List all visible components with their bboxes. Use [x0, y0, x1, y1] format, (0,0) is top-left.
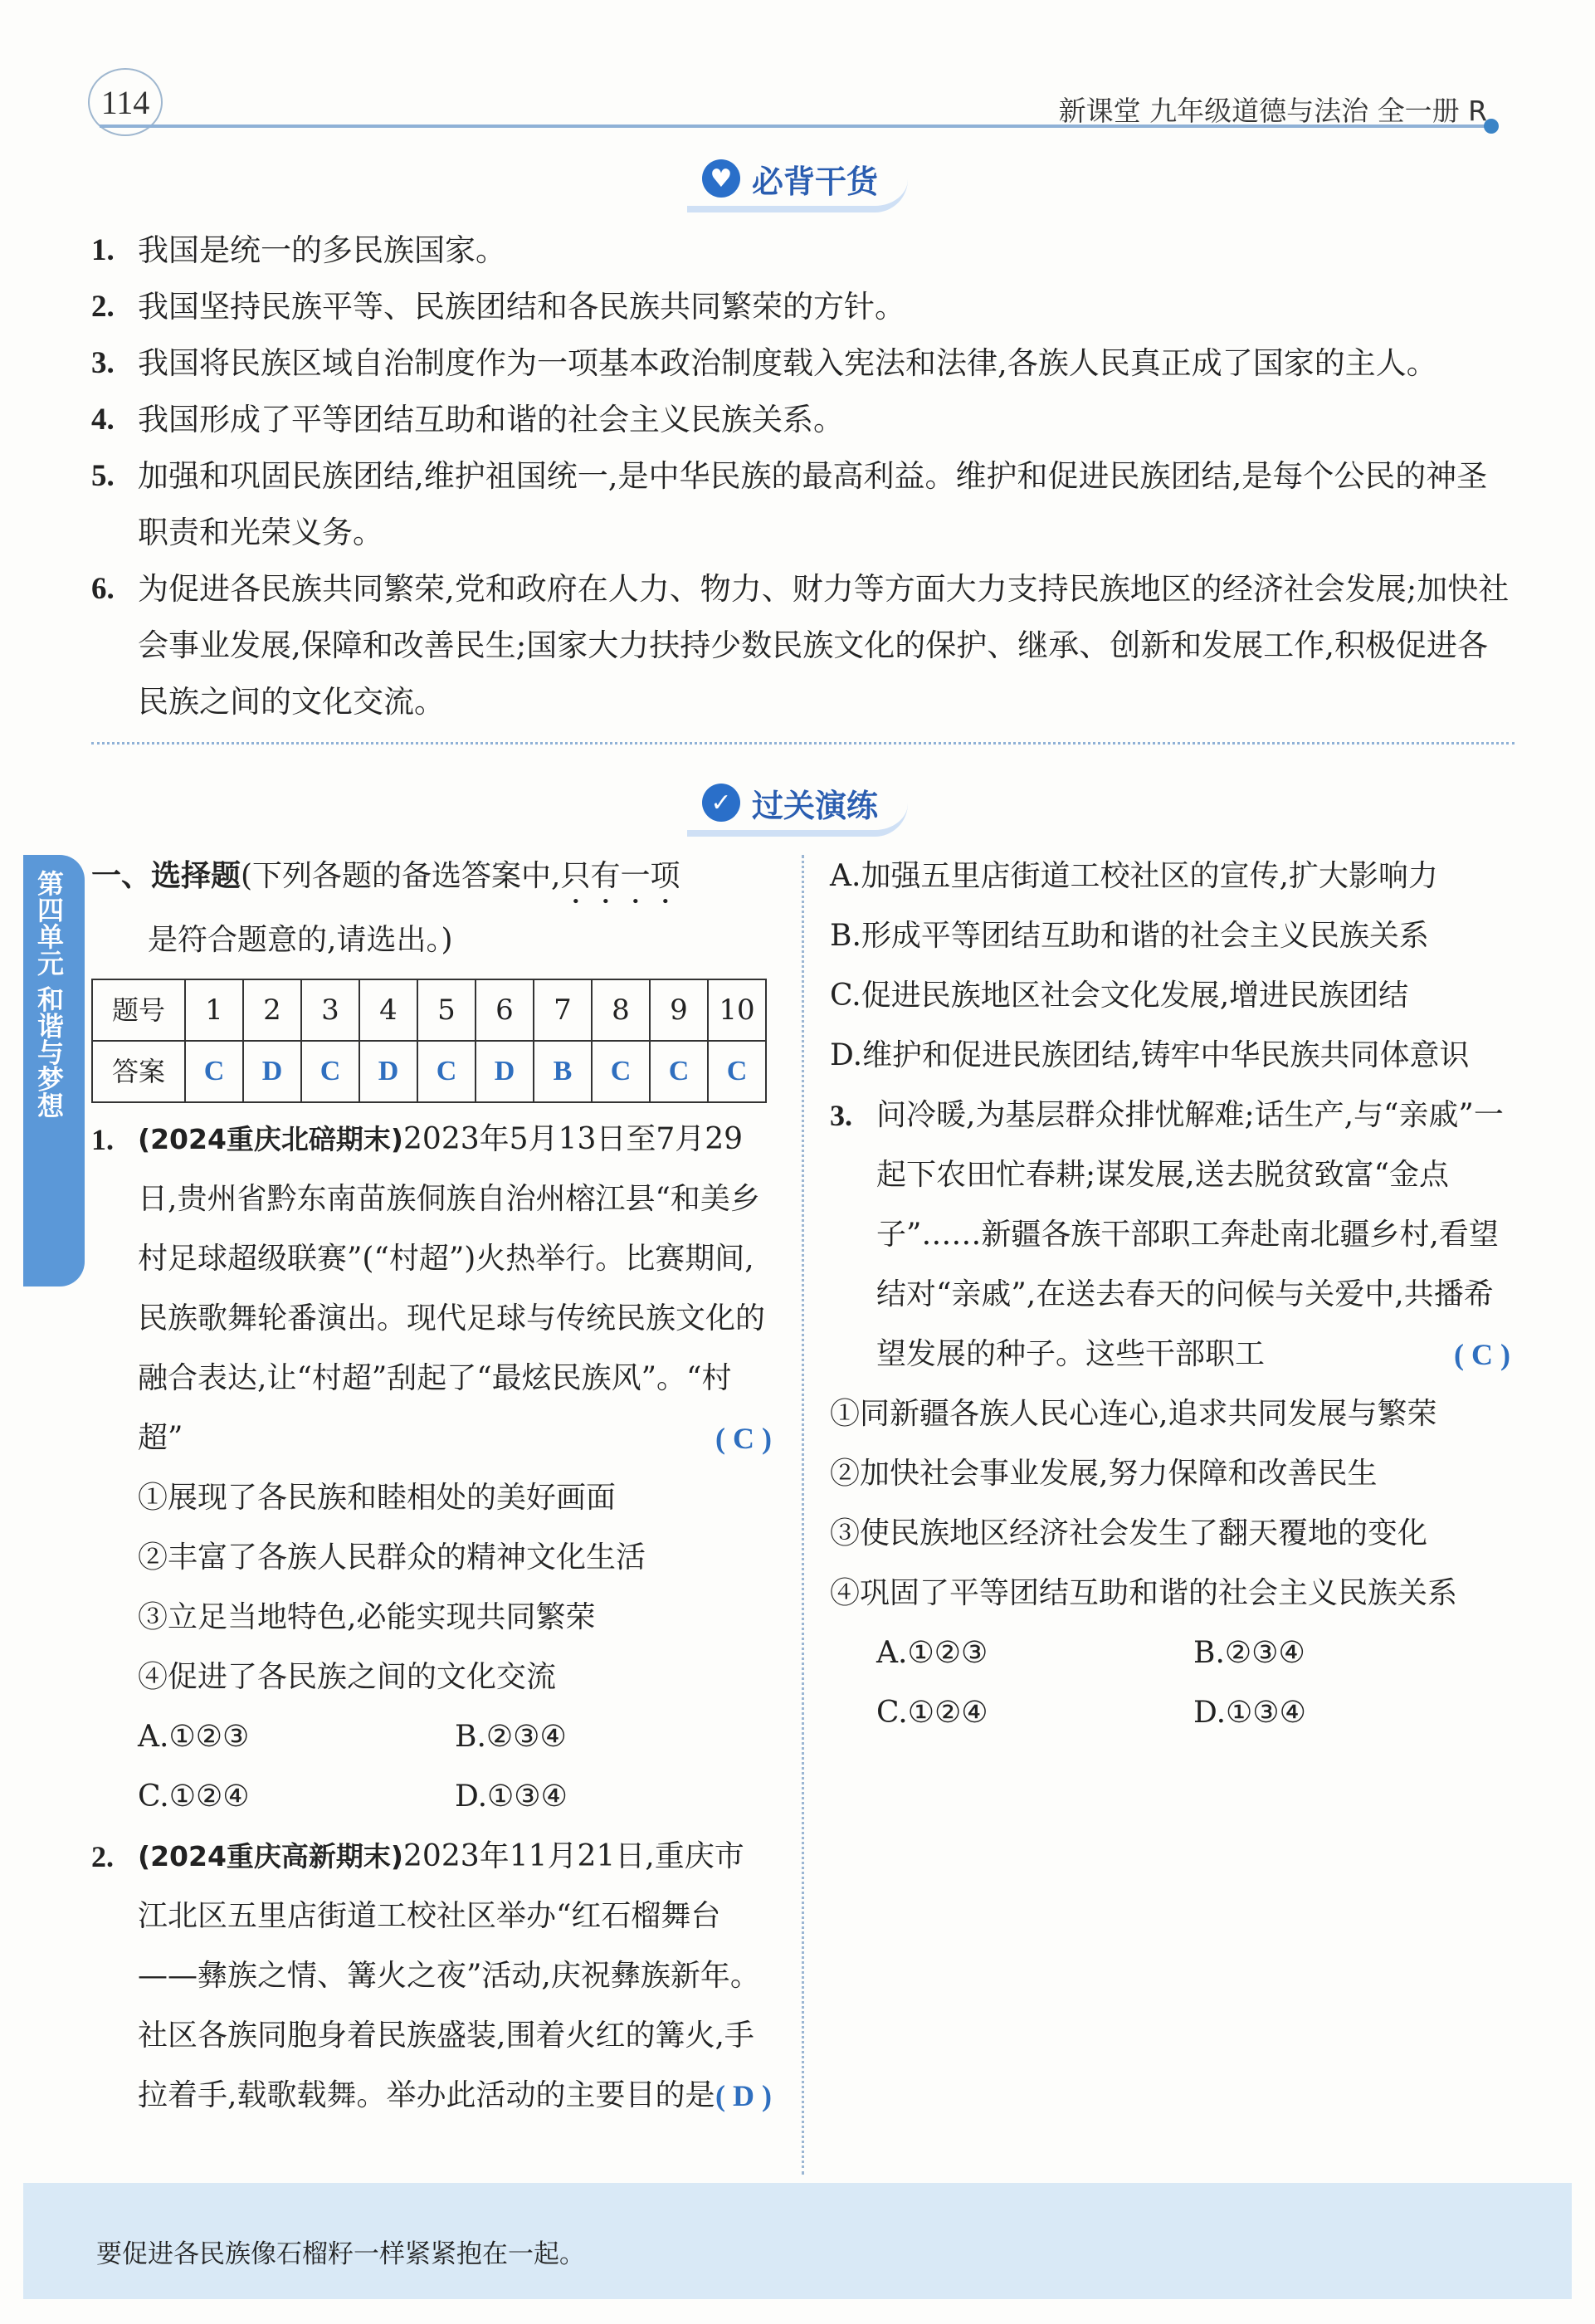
choice-option: C.促进民族地区社会文化发展,增进民族团结 — [830, 979, 1409, 1013]
right-column — [830, 847, 1510, 1743]
banner-practice-label: 过关演练 — [751, 787, 878, 824]
question-text: 问冷暖,为基层群众排忧解难;话生产,与“亲戚”一起下农田忙春耕;谋发展,送去脱贫致富“金点子”……新疆各族干部职工奔赴南北疆乡村,看望结对“亲戚”,在送去春天的问候与关爱中,共播希望发展的种子。这些干部职工 — [876, 1098, 1504, 1371]
statement-item: ②丰富了各族人民群众的精神文化生活 — [138, 1540, 646, 1575]
choice-option: A.①②③ — [876, 1636, 988, 1670]
banner-practice-wrap — [0, 775, 1595, 837]
checkmark-icon: ✓ — [702, 784, 740, 822]
question-source: (2024重庆高新期末) — [138, 1840, 404, 1872]
statement-item: ④促进了各民族之间的文化交流 — [138, 1660, 557, 1694]
answer-cell: D — [476, 1041, 534, 1102]
key-point-number: 3. — [91, 346, 115, 380]
key-point-text: 我国是统一的多民族国家。 — [138, 232, 506, 268]
key-points-list — [91, 222, 1515, 730]
book-heart-icon: ♥ — [702, 159, 740, 198]
key-point-text: 加强和巩固民族团结,维护祖国统一,是中华民族的最高利益。维护和促进民族团结,是每个公民的神圣职责和光荣义务。 — [138, 458, 1488, 550]
key-point — [91, 392, 1515, 448]
unit-side-tab: 第四单元 和谐与梦想 — [23, 855, 85, 1286]
banner-practice — [687, 775, 908, 837]
key-point-number: 2. — [91, 290, 115, 324]
answer-table-row-numbers — [92, 979, 766, 1041]
key-point — [91, 448, 1515, 561]
section-emphasis: 只有一项 — [560, 859, 680, 893]
choice-row — [91, 1707, 772, 1767]
banner-key-points-label: 必背干货 — [751, 163, 878, 200]
answer-cell: D — [359, 1041, 417, 1102]
statement-item: ④巩固了平等团结互助和谐的社会主义民族关系 — [830, 1576, 1458, 1610]
question-2 — [91, 1827, 772, 2126]
answer-table-header: 题号 — [92, 979, 185, 1041]
question-number-cell: 9 — [650, 979, 708, 1041]
answer-table-row-answers — [92, 1041, 766, 1102]
key-point — [91, 222, 1515, 279]
choice-option: C.①②④ — [138, 1780, 250, 1814]
key-point-number: 5. — [91, 459, 115, 493]
banner-key-points-wrap — [0, 151, 1595, 212]
answer-cell: C — [650, 1041, 708, 1102]
answer-table — [91, 979, 767, 1103]
choice-option: A.①②③ — [138, 1720, 250, 1754]
key-point — [91, 561, 1515, 730]
key-point — [91, 335, 1515, 392]
question-number-cell: 6 — [476, 979, 534, 1041]
statement-item: ①同新疆各族人民心连心,追求共同发展与繁荣 — [830, 1397, 1437, 1431]
question-number-cell: 3 — [301, 979, 359, 1041]
footer-slogan: 要促进各民族像石榴籽一样紧紧抱在一起。 — [96, 2239, 585, 2269]
answer-mark: ( C ) — [715, 1422, 772, 1455]
answer-mark: ( C ) — [1454, 1338, 1510, 1371]
choice-option: D.①③④ — [455, 1780, 568, 1814]
choice-option: C.①②④ — [876, 1696, 988, 1730]
question-number-cell: 8 — [592, 979, 650, 1041]
choice-row — [830, 1623, 1510, 1683]
question-number: 3. — [830, 1099, 852, 1132]
question-text: 2023年5月13日至7月29日,贵州省黔东南苗族侗族自治州榕江县“和美乡村足球超级联赛”(“村超”)火热举行。比赛期间,民族歌舞轮番演出。现代足球与传统民族文化的融合表达,让“村超”刮起了“最炫民族风”。“村超” — [138, 1122, 766, 1455]
answer-cell: C — [185, 1041, 243, 1102]
question-text: 2023年11月21日,重庆市江北区五里店街道工校社区举办“红石榴舞台——彝族之情、篝火之夜”活动,庆祝彝族新年。社区各族同胞身着民族盛装,围着火红的篝火,手拉着手,载歌载舞。举办此活动的主要目的是 — [138, 1839, 760, 2112]
key-point-text: 我国形成了平等团结互助和谐的社会主义民族关系。 — [138, 402, 844, 437]
section-title: 一、选择题 — [91, 859, 241, 893]
question-number: 1. — [91, 1123, 114, 1156]
key-point-number: 6. — [91, 572, 115, 606]
question-number-cell: 7 — [534, 979, 592, 1041]
answer-table-header: 答案 — [92, 1041, 185, 1102]
question-stem — [876, 1086, 1510, 1384]
choice-option: B.形成平等团结互助和谐的社会主义民族关系 — [830, 919, 1429, 953]
statement-item: ②加快社会事业发展,努力保障和改善民生 — [830, 1457, 1378, 1491]
choice-row — [830, 1683, 1510, 1743]
key-point — [91, 279, 1515, 335]
answer-cell: C — [417, 1041, 476, 1102]
question-stem — [138, 1110, 772, 1468]
choice-option: D.维护和促进民族团结,铸牢中华民族共同体意识 — [830, 1038, 1470, 1072]
answer-mark: ( D ) — [715, 2079, 772, 2112]
answer-cell: B — [534, 1041, 592, 1102]
choice-option: B.②③④ — [1193, 1636, 1305, 1670]
question-number-cell: 10 — [708, 979, 766, 1041]
question-source: (2024重庆北碚期末) — [138, 1123, 404, 1155]
choice-option: D.①③④ — [1193, 1696, 1306, 1730]
question-1 — [91, 1110, 772, 1468]
choice-option: B.②③④ — [455, 1720, 567, 1754]
question-3 — [830, 1086, 1510, 1384]
section-divider — [91, 742, 1515, 745]
statement-item: ③使民族地区经济社会发生了翻天覆地的变化 — [830, 1516, 1428, 1550]
question-number-cell: 4 — [359, 979, 417, 1041]
section-heading — [91, 847, 772, 911]
key-point-text: 我国坚持民族平等、民族团结和各民族共同繁荣的方针。 — [138, 289, 905, 325]
section-instruction: (下列各题的备选答案中, — [241, 859, 561, 893]
statement-item: ③立足当地特色,必能实现共同繁荣 — [138, 1600, 596, 1634]
key-point-number: 4. — [91, 403, 115, 437]
answer-cell: D — [243, 1041, 301, 1102]
question-number-cell: 1 — [185, 979, 243, 1041]
statement-item: ①展现了各民族和睦相处的美好画面 — [138, 1481, 617, 1515]
question-stem — [138, 1827, 772, 2126]
question-number: 2. — [91, 1840, 114, 1873]
banner-key-points — [687, 151, 908, 212]
section-instruction-cont: 是符合题意的,请选出。) — [148, 923, 453, 957]
choice-row — [91, 1767, 772, 1827]
left-column — [91, 847, 772, 2126]
book-title: 新课堂 九年级道德与法治 全一册 R — [1058, 95, 1487, 127]
answer-cell: C — [301, 1041, 359, 1102]
column-divider — [802, 855, 804, 2175]
question-number-cell: 5 — [417, 979, 476, 1041]
key-point-text: 为促进各民族共同繁荣,党和政府在人力、物力、财力等方面大力支持民族地区的经济社会发展;加快社会事业发展,保障和改善民生;国家大力扶持少数民族文化的保护、继承、创新和发展工作,积极促进各民族之间的文化交流。 — [138, 571, 1510, 720]
answer-cell: C — [592, 1041, 650, 1102]
key-point-number: 1. — [91, 233, 115, 267]
page-number: 114 — [88, 68, 163, 136]
choice-option: A.加强五里店街道工校社区的宣传,扩大影响力 — [830, 859, 1438, 893]
key-point-text: 我国将民族区域自治制度作为一项基本政治制度载入宪法和法律,各族人民真正成了国家的主人。 — [138, 345, 1437, 381]
answer-cell: C — [708, 1041, 766, 1102]
question-number-cell: 2 — [243, 979, 301, 1041]
